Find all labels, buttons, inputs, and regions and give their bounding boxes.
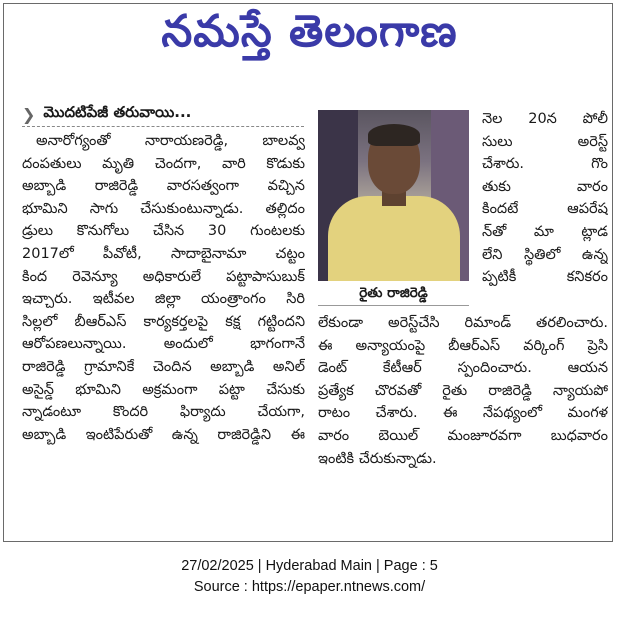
text-line: ప్రత్యేక చొరవతో రైతు రాజిరెడ్డి న్యాయపో <box>318 382 608 399</box>
article-kicker <box>22 103 191 125</box>
text-line: చేశారు. గొం <box>482 156 608 173</box>
kicker-divider <box>22 126 304 127</box>
text-line: రాటం చేశారు. ఈ నేపథ్యంలో మంగళ <box>318 405 608 422</box>
text-line: అనారోగ్యంతో నారాయణరెడ్డి, బాలవ్వ <box>36 133 305 149</box>
text-line: 2017లో పీవోటీ, సాదాబైనామా చట్టం <box>22 245 305 262</box>
text-line: ఈ అన్యాయంపై బీఆర్ఎస్ వర్కింగ్ ప్రెసి <box>318 337 608 354</box>
text-line: కింద రెవెన్యూ అధికారులే పట్టాపాసుబుక్ <box>22 268 305 285</box>
text-line: అసైన్డ్ భూమిని అక్రమంగా పట్టా చేసుకు <box>22 381 305 398</box>
text-line: డ్రులు కొనుగోలు చేసిన 30 గుంటలకు <box>22 223 305 240</box>
farmer-photo <box>318 110 469 281</box>
text-line: నెల 20న పోలీ <box>482 111 608 127</box>
text-line: భూమిని సాగు చేసుకుంటున్నాడు. తల్లిదం <box>22 200 305 217</box>
article-column-left <box>22 130 305 446</box>
text-line: వారం బెయిల్ మంజూరవగా బుధవారం <box>318 427 608 444</box>
text-line: ఇచ్చారు. ఇటీవల జిల్లా యంత్రాంగం సిరి <box>22 291 305 308</box>
text-line: లేకుండా అరెస్ట్‌చేసి రిమాండ్ తరలించారు. <box>318 315 608 331</box>
source-url: Source : https://epaper.ntnews.com/ <box>193 579 426 595</box>
text-line: ఆరోపణలున్నాయి. అందులో భాగంగానే <box>22 336 305 353</box>
text-line: న్‌తో మా ట్లాడ <box>482 223 608 240</box>
text-line: రాజిరెడ్డి గ్రామానికే చెందిన అబ్బాడి అనిల్ <box>22 358 305 375</box>
kicker-text: మొదటిపేజీ తరువాయి... <box>43 103 192 121</box>
text-line: కిందటే ఆపరేష <box>482 201 608 218</box>
text-line: లేని స్థితిలో ఉన్న <box>482 246 608 263</box>
newspaper-masthead: నమస్తే తెలంగాణ <box>161 6 458 57</box>
publication-info: 27/02/2025 | Hyderabad Main | Page : 5 <box>181 558 438 574</box>
text-line: అబ్బాడి రాజిరెడ్డి వారసత్వంగా వచ్చిన <box>22 178 305 195</box>
caption-divider <box>318 305 469 306</box>
text-line: ప్పటికీ కనికరం <box>482 269 608 286</box>
text-line: న్నాడంటూ కొందరి ఫిర్యాదు చేయగా, <box>22 404 305 421</box>
text-line: దంపతులు మృతి చెందగా, వారి కొడుకు <box>22 155 305 172</box>
photo-caption: రైతు రాజిరెడ్డి <box>359 285 428 301</box>
article-column-bottom <box>318 312 608 470</box>
text-line: సిల్లలో బీఆర్ఎస్ కార్యకర్తలపై కక్ష గట్టిందని <box>22 313 305 330</box>
text-line: సులు అరెస్ట్ <box>482 133 608 150</box>
article-column-right <box>482 108 608 289</box>
text-line: ఇంటికి చేరుకున్నాడు. <box>318 450 437 467</box>
text-line: డెంట్ కేటీఆర్ స్పందించారు. ఆయన <box>318 360 608 377</box>
text-line: తుకు వారం <box>482 178 608 195</box>
source-footer <box>0 556 619 598</box>
chevron-right-icon: ❯ <box>22 104 36 124</box>
text-line: అబ్బాడి ఇంటిపేరుతో ఉన్న రాజిరెడ్డిని ఈ <box>22 426 305 443</box>
